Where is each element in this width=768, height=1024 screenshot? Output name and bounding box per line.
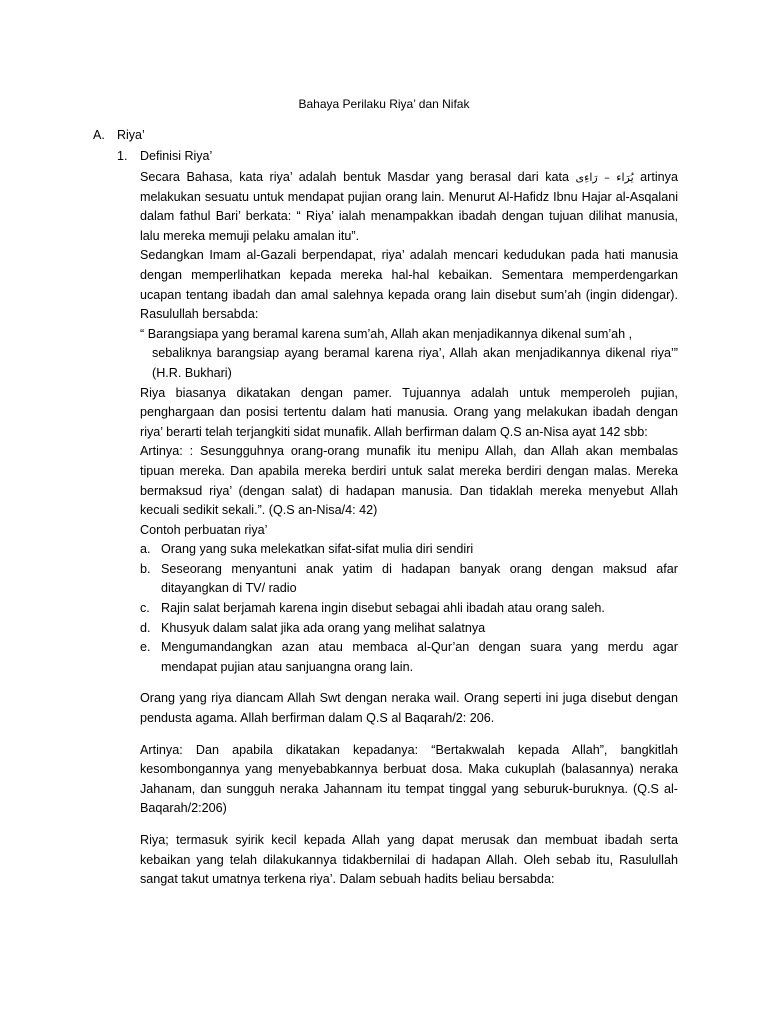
list-item-text: Mengumandangkan azan atau membaca al-Qur’an dengan suara yang merdu agar mendapat pujian atau sanjuangna orang lain. — [161, 640, 678, 674]
list-item — [140, 638, 678, 677]
list-item-text: Khusyuk dalam salat jika ada orang yang melihat salatnya — [161, 620, 486, 635]
list-item — [140, 560, 678, 599]
list-marker: a. — [140, 542, 151, 557]
subsection-number: 1. — [117, 149, 128, 163]
list-item-text: Rajin salat berjamah karena ingin disebut sebagai ahli ibadah atau orang saleh. — [161, 601, 605, 616]
list-marker: c. — [140, 601, 150, 616]
paragraph-definition — [140, 168, 678, 246]
section-heading: Riya’ — [117, 128, 145, 142]
paragraph-syirik-kecil: Riya; termasuk syirik kecil kepada Allah yang dapat merusak dan membuat ibadah serta kebaikan yang telah dilakukannya tidakbernilai di hadapan Allah. Oleh sebab itu, Rasulullah sangat takut umatnya terkena riya’. Dalam sebuah hadits beliau bersabda: — [140, 833, 678, 887]
document-title: Bahaya Perilaku Riya’ dan Nifak — [298, 97, 470, 111]
list-marker: b. — [140, 561, 151, 576]
list-item — [140, 599, 678, 619]
paragraph-text: Secara Bahasa, kata riya’ adalah bentuk Masdar yang berasal dari kata — [140, 170, 576, 184]
list-item-text: Orang yang suka melekatkan sifat-sifat mulia diri sendiri — [161, 542, 474, 557]
document-body — [140, 168, 678, 890]
paragraph-neraka-wail: Orang yang riya diancam Allah Swt dengan neraka wail. Orang seperti ini juga disebut dengan pendusta agama. Allah berfirman dalam Q.S al Baqarah/2: 206. — [140, 691, 678, 726]
list-item — [140, 619, 678, 639]
list-marker: d. — [140, 620, 151, 635]
paragraph-al-gazali: Sedangkan Imam al-Gazali berpendapat, riya’ adalah mencari kedudukan pada hati manusia dengan memperlihatkan kepada mereka hal-hal kebaikan. Sementara memperdengarkan ucapan tentang ibadah dan amal salehnya kepada orang lain disebut sum’ah (ingin didengar). Rasulullah bersabda: — [140, 248, 678, 322]
hadith-quote-rest: sebaliknya barangsiap ayang beramal karena riya’, Allah akan menjadikannya dikenal riya’” (H.R. Bukhari) — [152, 346, 678, 380]
section-letter: A. — [93, 128, 105, 142]
list-marker: e. — [140, 640, 151, 655]
subsection-heading: Definisi Riya’ — [140, 149, 213, 163]
hadith-quote-open: “ Barangsiapa yang beramal karena sum’ah, Allah akan menjadikannya dikenal sum’ah , — [140, 326, 633, 341]
list-item-text: Seseorang menyantuni anak yatim di hadapan banyak orang dengan maksud afar ditayangkan di TV/ radio — [161, 561, 678, 596]
paragraph-text: artinya melakukan sesuatu untuk mendapat pujian orang lain. Menurut Al-Hafidz Ibnu Hajar al-Asqalani dalam fathul Bari’ berkata: “ Riya’ ialah menampakkan ibadah dengan tujuan dilihat manusia, lalu mereka memuji pelaku amalan itu”. — [140, 170, 678, 243]
arabic-word: يُرَاء – رَاءِى — [575, 171, 634, 184]
examples-heading: Contoh perbuatan riya’ — [140, 522, 268, 537]
list-item — [140, 540, 678, 560]
paragraph-translation-al-baqarah: Artinya: Dan apabila dikatakan kepadanya: “Bertakwalah kepada Allah”, bangkitlah kesombongannya yang menyebabkannya berbuat dosa. Maka cukuplah (balasannya) neraka Jahanam, dan sungguh neraka Jahannam itu tempat tinggal yang seburuk-buruknya. (Q.S al-Baqarah/2:206) — [140, 742, 678, 816]
paragraph-riya-pamer: Riya biasanya dikatakan dengan pamer. Tujuannya adalah untuk memperoleh pujian, penghargaan dan posisi tertentu dalam hati manusia. Orang yang melakukan ibadah dengan riya’ berarti telah terjangkiti sidat munafik. Allah berfirman dalam Q.S an-Nisa ayat 142 sbb: — [140, 385, 678, 439]
paragraph-translation-an-nisa: Artinya: : Sesungguhnya orang-orang munafik itu menipu Allah, dan Allah akan membalas tipuan mereka. Dan apabila mereka berdiri untuk salat mereka berdiri dengan malas. Mereka bermaksud riya’ (dengan salat) di hadapan manusia. Dan tidaklah mereka menyebut Allah kecuali sedikit sekali.”. (Q.S an-Nisa/4: 42) — [140, 444, 678, 518]
examples-list — [140, 540, 678, 677]
